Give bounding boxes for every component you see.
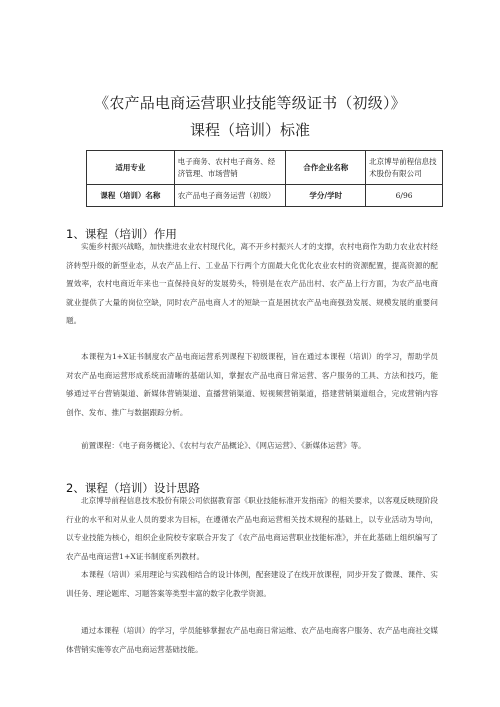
document-title: 《农产品电商运营职业技能等级证书（初级）》	[94, 94, 406, 112]
partner-company-value: 北京博导前程信息技术股份有限公司	[366, 151, 443, 185]
applicable-major-value: 电子商务、农村电子商务、经济管理、市场营销	[174, 151, 286, 185]
section1-paragraph-2: 本课程为1+X证书制度农产品电商运营系列课程下初级课程，旨在通过本课程（培训）的学习，帮助学员对农产品电商运营形成系统而清晰的基础认知，掌握农产品电商日常运营、客户服务的工具、方法和技巧，能够通过平台营销渠道、新媒体营销渠道、直播营销渠道、短视频营销渠道，搭建营销渠道组合，完成营销内容创作、发布、推广与数据跟踪分析。	[66, 352, 438, 417]
section2-paragraph-1: 北京博导前程信息技术股份有限公司依据教育部《职业技能标准开发指南》的相关要求，以客观反映现阶段行业的水平和对从业人员的要求为目标，在遵循农产品电商运营相关技术规程的基础上，以专业活动为导向，以专业技能为核心，组织企业院校专家联合开发了《农产品电商运营职业技能标准》，并在此基础上组织编写了农产品电商运营1+X证书制度系列教材。	[66, 496, 438, 561]
table-row	[87, 151, 443, 185]
partner-company-label: 合作企业名称	[286, 151, 366, 185]
section2-heading: 2、课程（培训）设计思路	[66, 481, 200, 495]
credit-hours-label: 学分/学时	[286, 185, 366, 207]
course-name-label: 课程（培训）名称	[87, 185, 175, 207]
section1-paragraph-1: 实施乡村振兴战略，加快推进农业农村现代化，离不开乡村振兴人才的支撑，农村电商作为助力农业农村经济转型升级的新型业态，从农产品上行、工业品下行两个方面最大化优化农业农村的资源配置，提高资源的配置效率，农村电商近年来也一直保持良好的发展势头，特别是在农产品出村、农产品上行方面，为农产品电商就业提供了大量的岗位空缺，同时农产品电商人才的短缺一直是困扰农产品电商强劲发展、规模发展的重要问题。	[66, 242, 438, 326]
document-subtitle: 课程（培训）标准	[189, 121, 310, 139]
credit-hours-value: 6/96	[366, 185, 443, 207]
course-info-table	[86, 150, 443, 207]
section1-paragraph-3: 前置课程：《电子商务概论》、《农村与农产品概论》、《网店运营》、《新媒体运营》等。	[81, 441, 366, 450]
table-row	[87, 185, 443, 207]
section2-paragraph-3: 通过本课程（培训）的学习，学员能够掌握农产品电商日常运维、农产品电商客户服务、农产品电商社交媒体营销实施等农产品电商运营基础技能。	[66, 626, 438, 654]
course-name-value: 农产品电子商务运营（初级）	[174, 185, 286, 207]
applicable-major-label: 适用专业	[87, 151, 175, 185]
section2-paragraph-2: 本课程（培训）采用理论与实践相结合的设计体例，配套建设了在线开放课程，同步开发了微课、课件、实训任务、理论题库、习题答案等类型丰富的数字化教学资源。	[66, 570, 438, 598]
section1-heading: 1、课程（培训）作用	[66, 227, 177, 241]
